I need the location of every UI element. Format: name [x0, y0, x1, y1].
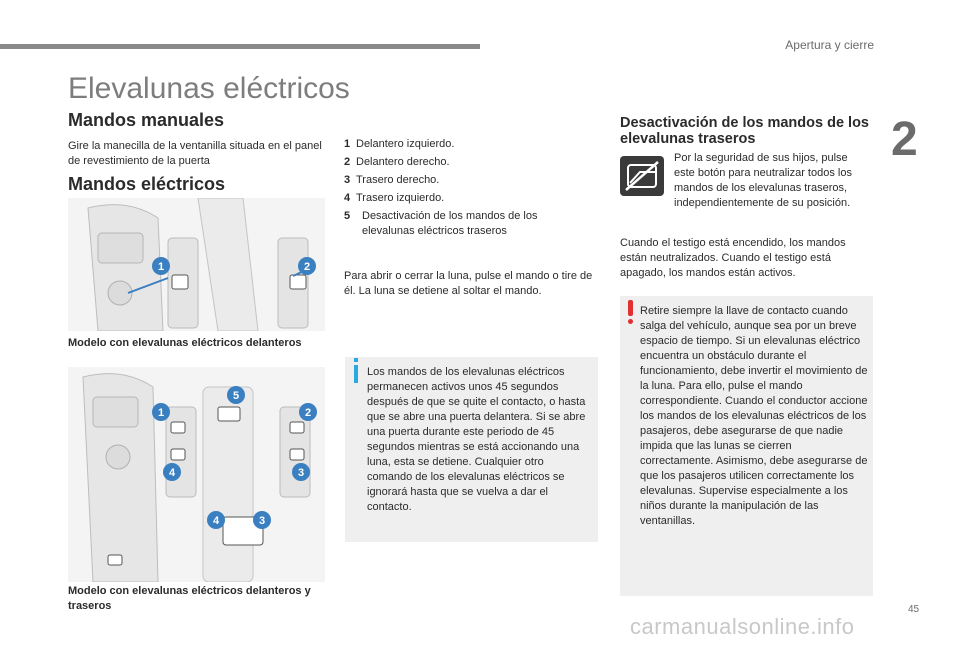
callout-label: 3 [258, 515, 266, 527]
callout-label: 5 [232, 390, 240, 402]
manual-heading: Mandos manuales [68, 110, 225, 130]
warning-box [620, 296, 873, 596]
deactivation-status-text: Cuando el testigo está encendido, los mandos están neutralizados. Cuando el testigo está apagado, los mandos están activos. [620, 237, 846, 279]
figure-front-windows [68, 198, 325, 331]
caption-front: Modelo con elevalunas eléctricos delanteros [68, 337, 302, 349]
callout-label: 1 [157, 261, 165, 273]
legend-item [344, 155, 594, 170]
info-text: Los mandos de los elevalunas eléctricos permanecen activos unos 45 segundos después de que se quite el contacto, o hasta que se abre una puerta delantera. Si se abre una puerta durante este periodo de 45 segundos mientras se está accionando una luna, esta se detiene. Cualquier otro comando de los elevalunas eléctricos se ignorará hasta que se vuelva a dar el contacto. [367, 366, 586, 513]
figure-all-windows [68, 367, 325, 582]
window-lock-icon [620, 156, 664, 196]
page-title: Elevalunas eléctricos [68, 72, 350, 105]
legend-number: 2 [344, 156, 351, 168]
info-icon [354, 358, 358, 362]
callout-label: 4 [168, 467, 176, 479]
electric-heading: Mandos eléctricos [68, 174, 226, 194]
legend-text: Delantero derecho. [356, 156, 450, 168]
callout-label: 2 [303, 261, 311, 273]
full-console-illustration [68, 367, 325, 582]
deactivation-button-text: Por la seguridad de sus hijos, pulse este botón para neutralizar todos los mandos de los elevalunas traseros, independientemente de su posición. [674, 152, 852, 209]
top-rule [0, 44, 480, 49]
warning-icon [627, 300, 635, 324]
callout-label: 2 [304, 407, 312, 419]
watermark: carmanualsonline.info [630, 614, 855, 639]
legend-number: 1 [344, 138, 351, 150]
page-number: 45 [908, 604, 920, 615]
legend-number: 3 [344, 174, 351, 186]
legend-item [344, 173, 594, 188]
legend-number: 4 [344, 192, 351, 204]
manual-text: Gire la manecilla de la ventanilla situada en el panel de revestimiento de la puerta [68, 140, 322, 167]
chapter-number: 2 [891, 113, 918, 166]
operate-text: Para abrir o cerrar la luna, pulse el mando o tire de él. La luna se detiene al soltar el mando. [344, 270, 593, 297]
caption-all: Modelo con elevalunas eléctricos delanteros y traseros [68, 585, 311, 612]
section-name: Apertura y cierre [785, 38, 874, 52]
legend-item [344, 191, 594, 206]
callout-label: 3 [297, 467, 305, 479]
front-console-illustration [68, 198, 325, 331]
callout-label: 1 [157, 407, 165, 419]
legend-text: Trasero izquierdo. [356, 192, 445, 204]
info-box [345, 357, 598, 542]
info-icon-bar [354, 365, 358, 383]
deactivation-heading: Desactivación de los mandos de los elevalunas traseros [620, 115, 869, 147]
legend-item [344, 209, 594, 239]
callout-legend [344, 137, 594, 242]
legend-text: Trasero derecho. [356, 174, 440, 186]
warning-text: Retire siempre la llave de contacto cuando salga del vehículo, aunque sea por un breve espacio de tiempo. Si un elevalunas eléctrico encuentra un obstáculo durante el funcionamiento, debe invertir el movimiento de la luna. Para ello, pulse el mando correspondiente. Cuando el conductor accione los mandos de los elevalunas eléctricos de los pasajeros, debe asegurarse de que nadie impida que las lunas se cierren correctamente. Asimismo, debe asegurarse de que los pasajeros utilicen correctamente los elevalunas. Supervise especialmente a los niños durante la manipulación de las ventanillas. [640, 305, 868, 527]
child-lock-button-icon [620, 156, 664, 196]
legend-text: Delantero izquierdo. [356, 138, 455, 150]
legend-item [344, 137, 594, 152]
callout-label: 4 [212, 515, 220, 527]
legend-text: Desactivación de los mandos de los elevalunas eléctricos traseros [362, 210, 538, 237]
legend-number: 5 [344, 210, 351, 222]
